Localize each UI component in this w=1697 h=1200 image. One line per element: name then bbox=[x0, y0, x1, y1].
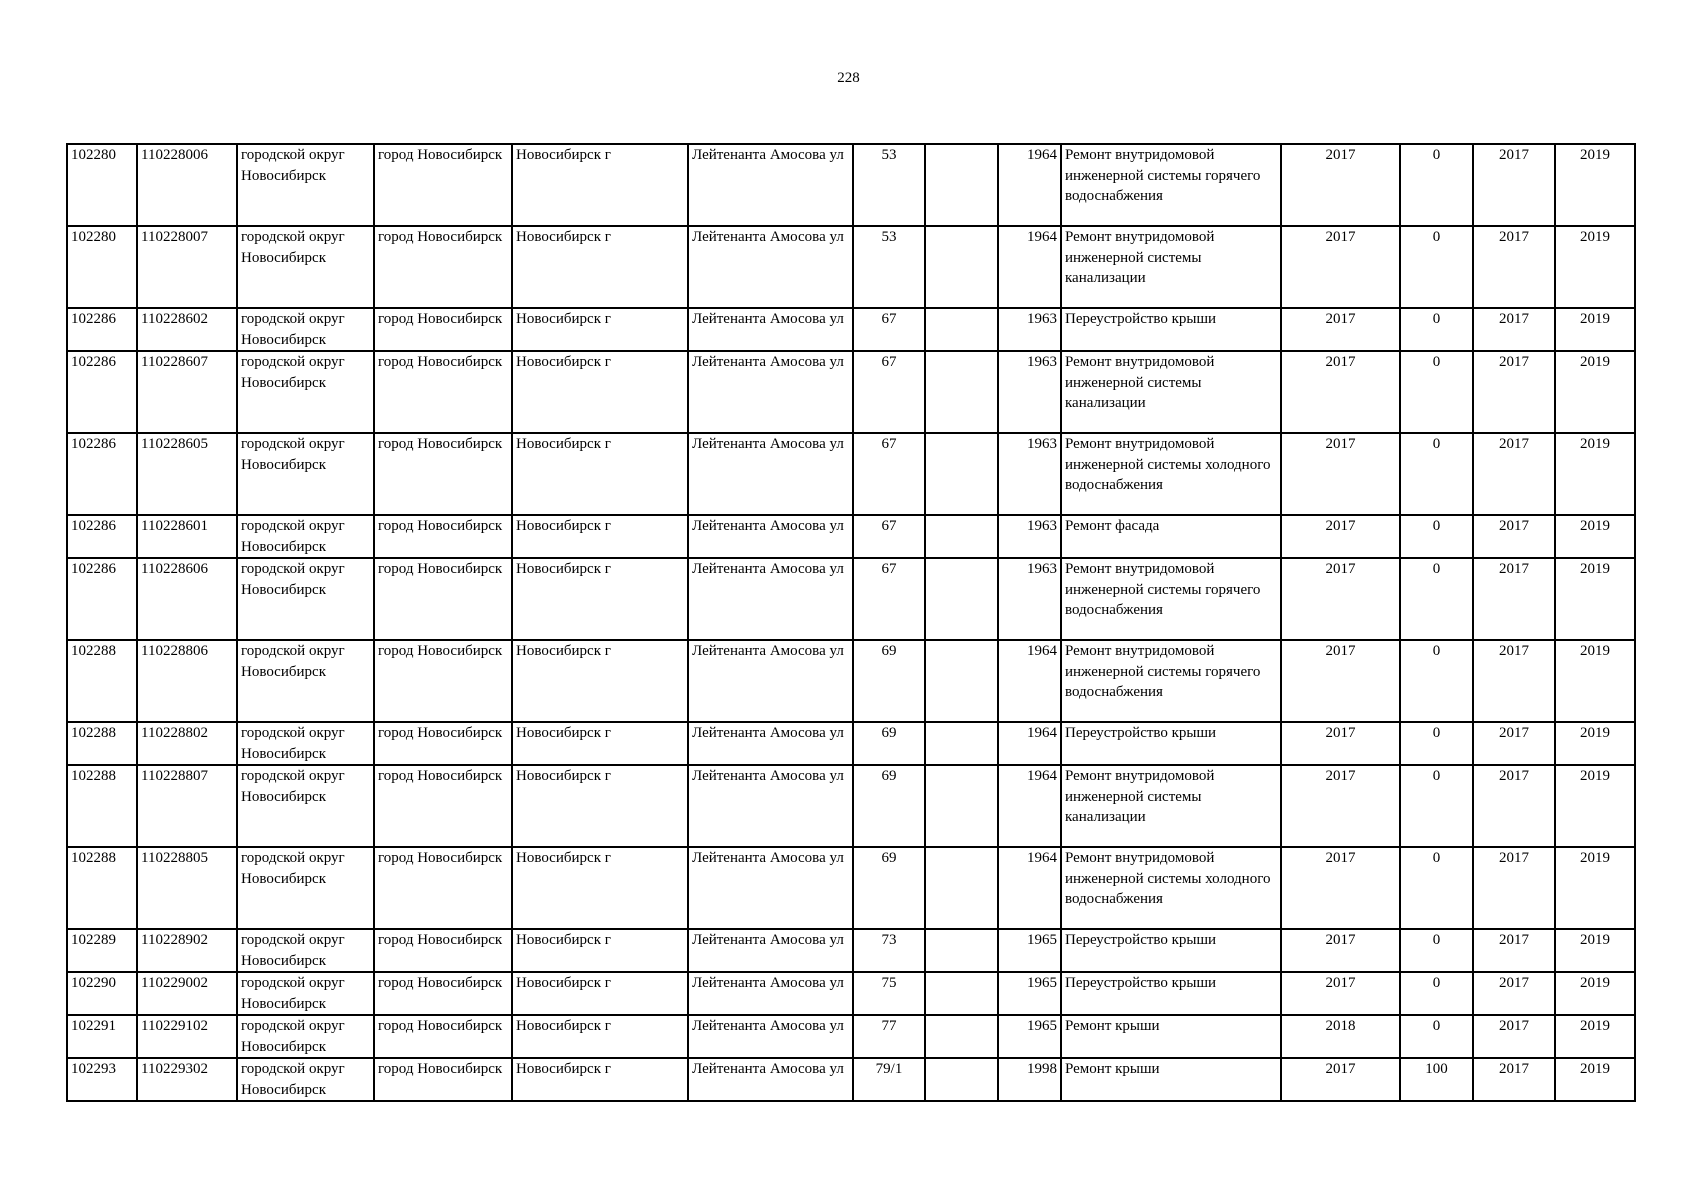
cell-extra bbox=[925, 847, 998, 929]
cell-id: 102286 bbox=[67, 308, 137, 351]
cell-year-plan: 2017 bbox=[1281, 722, 1400, 765]
cell-year-to: 2019 bbox=[1555, 226, 1635, 308]
cell-extra bbox=[925, 308, 998, 351]
table-row bbox=[67, 558, 1635, 640]
cell-district: городской округ Новосибирск bbox=[237, 308, 374, 351]
table-row bbox=[67, 144, 1635, 226]
cell-code: 110228006 bbox=[137, 144, 237, 226]
cell-municipality: город Новосибирск bbox=[374, 765, 512, 847]
cell-percent: 0 bbox=[1400, 847, 1473, 929]
table-row bbox=[67, 515, 1635, 558]
cell-work: Переустройство крыши bbox=[1061, 722, 1281, 765]
cell-year-from: 2017 bbox=[1473, 1058, 1555, 1101]
cell-year-built: 1965 bbox=[998, 1015, 1061, 1058]
cell-street: Лейтенанта Амосова ул bbox=[688, 847, 853, 929]
cell-percent: 0 bbox=[1400, 558, 1473, 640]
cell-work: Ремонт внутридомовой инженерной системы канализации bbox=[1061, 765, 1281, 847]
cell-year-to: 2019 bbox=[1555, 847, 1635, 929]
cell-year-from: 2017 bbox=[1473, 144, 1555, 226]
cell-id: 102286 bbox=[67, 515, 137, 558]
cell-year-from: 2017 bbox=[1473, 558, 1555, 640]
cell-street: Лейтенанта Амосова ул bbox=[688, 433, 853, 515]
cell-house: 67 bbox=[853, 433, 925, 515]
page-number: 228 bbox=[837, 70, 860, 86]
cell-percent: 0 bbox=[1400, 929, 1473, 972]
cell-id: 102288 bbox=[67, 765, 137, 847]
cell-year-from: 2017 bbox=[1473, 722, 1555, 765]
cell-code: 110228601 bbox=[137, 515, 237, 558]
cell-house: 75 bbox=[853, 972, 925, 1015]
cell-work: Ремонт внутридомовой инженерной системы канализации bbox=[1061, 351, 1281, 433]
table-row bbox=[67, 226, 1635, 308]
cell-district: городской округ Новосибирск bbox=[237, 515, 374, 558]
cell-municipality: город Новосибирск bbox=[374, 515, 512, 558]
cell-street: Лейтенанта Амосова ул bbox=[688, 1058, 853, 1101]
table-row bbox=[67, 847, 1635, 929]
cell-percent: 0 bbox=[1400, 972, 1473, 1015]
table-body bbox=[67, 144, 1635, 1101]
cell-year-plan: 2017 bbox=[1281, 308, 1400, 351]
cell-extra bbox=[925, 433, 998, 515]
cell-district: городской округ Новосибирск bbox=[237, 144, 374, 226]
cell-city: Новосибирск г bbox=[512, 226, 688, 308]
cell-extra bbox=[925, 929, 998, 972]
cell-year-to: 2019 bbox=[1555, 1015, 1635, 1058]
cell-street: Лейтенанта Амосова ул bbox=[688, 929, 853, 972]
cell-year-from: 2017 bbox=[1473, 765, 1555, 847]
cell-year-built: 1964 bbox=[998, 765, 1061, 847]
cell-district: городской округ Новосибирск bbox=[237, 847, 374, 929]
cell-year-from: 2017 bbox=[1473, 847, 1555, 929]
table-row bbox=[67, 351, 1635, 433]
cell-id: 102288 bbox=[67, 640, 137, 722]
cell-house: 67 bbox=[853, 515, 925, 558]
cell-street: Лейтенанта Амосова ул bbox=[688, 765, 853, 847]
cell-year-built: 1964 bbox=[998, 847, 1061, 929]
cell-year-plan: 2017 bbox=[1281, 226, 1400, 308]
table-row bbox=[67, 308, 1635, 351]
cell-city: Новосибирск г bbox=[512, 972, 688, 1015]
cell-year-built: 1964 bbox=[998, 640, 1061, 722]
cell-extra bbox=[925, 351, 998, 433]
cell-city: Новосибирск г bbox=[512, 433, 688, 515]
cell-id: 102286 bbox=[67, 433, 137, 515]
cell-work: Ремонт внутридомовой инженерной системы горячего водоснабжения bbox=[1061, 640, 1281, 722]
cell-district: городской округ Новосибирск bbox=[237, 558, 374, 640]
cell-year-built: 1963 bbox=[998, 558, 1061, 640]
cell-year-plan: 2017 bbox=[1281, 433, 1400, 515]
cell-city: Новосибирск г bbox=[512, 929, 688, 972]
cell-street: Лейтенанта Амосова ул bbox=[688, 515, 853, 558]
cell-city: Новосибирск г bbox=[512, 1058, 688, 1101]
cell-code: 110228605 bbox=[137, 433, 237, 515]
cell-work: Ремонт фасада bbox=[1061, 515, 1281, 558]
cell-year-to: 2019 bbox=[1555, 640, 1635, 722]
cell-code: 110228902 bbox=[137, 929, 237, 972]
cell-year-built: 1965 bbox=[998, 929, 1061, 972]
cell-year-from: 2017 bbox=[1473, 433, 1555, 515]
cell-year-built: 1964 bbox=[998, 226, 1061, 308]
cell-city: Новосибирск г bbox=[512, 722, 688, 765]
cell-house: 53 bbox=[853, 144, 925, 226]
cell-work: Ремонт внутридомовой инженерной системы канализации bbox=[1061, 226, 1281, 308]
cell-year-built: 1965 bbox=[998, 972, 1061, 1015]
cell-municipality: город Новосибирск bbox=[374, 226, 512, 308]
cell-district: городской округ Новосибирск bbox=[237, 929, 374, 972]
cell-id: 102290 bbox=[67, 972, 137, 1015]
cell-street: Лейтенанта Амосова ул bbox=[688, 226, 853, 308]
cell-house: 69 bbox=[853, 722, 925, 765]
cell-year-built: 1964 bbox=[998, 144, 1061, 226]
cell-code: 110228607 bbox=[137, 351, 237, 433]
cell-percent: 0 bbox=[1400, 722, 1473, 765]
cell-year-to: 2019 bbox=[1555, 515, 1635, 558]
cell-house: 67 bbox=[853, 308, 925, 351]
cell-percent: 100 bbox=[1400, 1058, 1473, 1101]
cell-municipality: город Новосибирск bbox=[374, 558, 512, 640]
table-row bbox=[67, 929, 1635, 972]
table-row bbox=[67, 765, 1635, 847]
cell-work: Ремонт крыши bbox=[1061, 1058, 1281, 1101]
cell-work: Переустройство крыши bbox=[1061, 308, 1281, 351]
cell-year-from: 2017 bbox=[1473, 226, 1555, 308]
table-row bbox=[67, 640, 1635, 722]
cell-municipality: город Новосибирск bbox=[374, 308, 512, 351]
cell-municipality: город Новосибирск bbox=[374, 929, 512, 972]
cell-municipality: город Новосибирск bbox=[374, 433, 512, 515]
table-row bbox=[67, 722, 1635, 765]
cell-year-from: 2017 bbox=[1473, 515, 1555, 558]
cell-year-to: 2019 bbox=[1555, 1058, 1635, 1101]
cell-city: Новосибирск г bbox=[512, 765, 688, 847]
table-row bbox=[67, 1015, 1635, 1058]
cell-year-to: 2019 bbox=[1555, 144, 1635, 226]
cell-id: 102286 bbox=[67, 351, 137, 433]
cell-district: городской округ Новосибирск bbox=[237, 722, 374, 765]
cell-municipality: город Новосибирск bbox=[374, 351, 512, 433]
cell-year-to: 2019 bbox=[1555, 433, 1635, 515]
cell-street: Лейтенанта Амосова ул bbox=[688, 1015, 853, 1058]
cell-year-plan: 2017 bbox=[1281, 640, 1400, 722]
cell-year-to: 2019 bbox=[1555, 722, 1635, 765]
cell-code: 110229302 bbox=[137, 1058, 237, 1101]
cell-id: 102289 bbox=[67, 929, 137, 972]
cell-code: 110228806 bbox=[137, 640, 237, 722]
cell-work: Ремонт крыши bbox=[1061, 1015, 1281, 1058]
cell-city: Новосибирск г bbox=[512, 351, 688, 433]
cell-street: Лейтенанта Амосова ул bbox=[688, 722, 853, 765]
cell-extra bbox=[925, 972, 998, 1015]
cell-year-from: 2017 bbox=[1473, 640, 1555, 722]
cell-city: Новосибирск г bbox=[512, 515, 688, 558]
cell-municipality: город Новосибирск bbox=[374, 1015, 512, 1058]
table-row bbox=[67, 1058, 1635, 1101]
cell-year-plan: 2017 bbox=[1281, 351, 1400, 433]
cell-street: Лейтенанта Амосова ул bbox=[688, 558, 853, 640]
cell-house: 53 bbox=[853, 226, 925, 308]
cell-year-to: 2019 bbox=[1555, 558, 1635, 640]
cell-year-to: 2019 bbox=[1555, 351, 1635, 433]
cell-city: Новосибирск г bbox=[512, 144, 688, 226]
cell-year-plan: 2017 bbox=[1281, 847, 1400, 929]
cell-district: городской округ Новосибирск bbox=[237, 972, 374, 1015]
cell-id: 102288 bbox=[67, 847, 137, 929]
cell-year-built: 1963 bbox=[998, 515, 1061, 558]
cell-year-from: 2017 bbox=[1473, 929, 1555, 972]
cell-year-plan: 2017 bbox=[1281, 144, 1400, 226]
cell-percent: 0 bbox=[1400, 308, 1473, 351]
cell-district: городской округ Новосибирск bbox=[237, 1058, 374, 1101]
cell-year-from: 2017 bbox=[1473, 351, 1555, 433]
cell-city: Новосибирск г bbox=[512, 847, 688, 929]
cell-year-from: 2017 bbox=[1473, 308, 1555, 351]
cell-id: 102280 bbox=[67, 226, 137, 308]
cell-city: Новосибирск г bbox=[512, 1015, 688, 1058]
cell-extra bbox=[925, 1015, 998, 1058]
cell-year-to: 2019 bbox=[1555, 972, 1635, 1015]
table-row bbox=[67, 972, 1635, 1015]
cell-house: 67 bbox=[853, 558, 925, 640]
cell-percent: 0 bbox=[1400, 640, 1473, 722]
cell-year-from: 2017 bbox=[1473, 1015, 1555, 1058]
cell-district: городской округ Новосибирск bbox=[237, 765, 374, 847]
cell-street: Лейтенанта Амосова ул bbox=[688, 972, 853, 1015]
cell-work: Ремонт внутридомовой инженерной системы горячего водоснабжения bbox=[1061, 144, 1281, 226]
cell-house: 77 bbox=[853, 1015, 925, 1058]
cell-extra bbox=[925, 1058, 998, 1101]
cell-year-plan: 2017 bbox=[1281, 1058, 1400, 1101]
cell-year-built: 1963 bbox=[998, 351, 1061, 433]
repair-registry-table bbox=[66, 143, 1636, 1102]
cell-municipality: город Новосибирск bbox=[374, 640, 512, 722]
cell-district: городской округ Новосибирск bbox=[237, 351, 374, 433]
cell-percent: 0 bbox=[1400, 765, 1473, 847]
cell-year-built: 1963 bbox=[998, 308, 1061, 351]
cell-year-plan: 2017 bbox=[1281, 515, 1400, 558]
cell-work: Ремонт внутридомовой инженерной системы горячего водоснабжения bbox=[1061, 558, 1281, 640]
cell-extra bbox=[925, 722, 998, 765]
cell-house: 73 bbox=[853, 929, 925, 972]
cell-extra bbox=[925, 515, 998, 558]
cell-percent: 0 bbox=[1400, 433, 1473, 515]
cell-house: 69 bbox=[853, 640, 925, 722]
cell-street: Лейтенанта Амосова ул bbox=[688, 640, 853, 722]
cell-code: 110228802 bbox=[137, 722, 237, 765]
cell-id: 102280 bbox=[67, 144, 137, 226]
cell-percent: 0 bbox=[1400, 226, 1473, 308]
cell-id: 102286 bbox=[67, 558, 137, 640]
cell-year-plan: 2018 bbox=[1281, 1015, 1400, 1058]
cell-year-plan: 2017 bbox=[1281, 558, 1400, 640]
cell-code: 110229102 bbox=[137, 1015, 237, 1058]
cell-id: 102293 bbox=[67, 1058, 137, 1101]
cell-id: 102288 bbox=[67, 722, 137, 765]
cell-year-built: 1964 bbox=[998, 722, 1061, 765]
cell-year-from: 2017 bbox=[1473, 972, 1555, 1015]
cell-percent: 0 bbox=[1400, 144, 1473, 226]
cell-city: Новосибирск г bbox=[512, 640, 688, 722]
cell-district: городской округ Новосибирск bbox=[237, 226, 374, 308]
cell-house: 69 bbox=[853, 765, 925, 847]
cell-id: 102291 bbox=[67, 1015, 137, 1058]
cell-year-to: 2019 bbox=[1555, 929, 1635, 972]
cell-code: 110228602 bbox=[137, 308, 237, 351]
cell-percent: 0 bbox=[1400, 351, 1473, 433]
cell-street: Лейтенанта Амосова ул bbox=[688, 308, 853, 351]
cell-work: Ремонт внутридомовой инженерной системы холодного водоснабжения bbox=[1061, 433, 1281, 515]
cell-work: Переустройство крыши bbox=[1061, 929, 1281, 972]
cell-percent: 0 bbox=[1400, 515, 1473, 558]
cell-year-built: 1998 bbox=[998, 1058, 1061, 1101]
cell-municipality: город Новосибирск bbox=[374, 847, 512, 929]
cell-municipality: город Новосибирск bbox=[374, 144, 512, 226]
cell-year-plan: 2017 bbox=[1281, 929, 1400, 972]
cell-code: 110229002 bbox=[137, 972, 237, 1015]
cell-house: 67 bbox=[853, 351, 925, 433]
cell-house: 69 bbox=[853, 847, 925, 929]
cell-municipality: город Новосибирск bbox=[374, 1058, 512, 1101]
cell-extra bbox=[925, 144, 998, 226]
cell-city: Новосибирск г bbox=[512, 558, 688, 640]
cell-district: городской округ Новосибирск bbox=[237, 1015, 374, 1058]
cell-municipality: город Новосибирск bbox=[374, 972, 512, 1015]
cell-municipality: город Новосибирск bbox=[374, 722, 512, 765]
cell-street: Лейтенанта Амосова ул bbox=[688, 351, 853, 433]
cell-extra bbox=[925, 558, 998, 640]
cell-year-plan: 2017 bbox=[1281, 972, 1400, 1015]
cell-code: 110228807 bbox=[137, 765, 237, 847]
cell-district: городской округ Новосибирск bbox=[237, 433, 374, 515]
cell-percent: 0 bbox=[1400, 1015, 1473, 1058]
cell-code: 110228805 bbox=[137, 847, 237, 929]
cell-district: городской округ Новосибирск bbox=[237, 640, 374, 722]
cell-house: 79/1 bbox=[853, 1058, 925, 1101]
cell-extra bbox=[925, 640, 998, 722]
cell-year-built: 1963 bbox=[998, 433, 1061, 515]
cell-code: 110228007 bbox=[137, 226, 237, 308]
cell-work: Переустройство крыши bbox=[1061, 972, 1281, 1015]
cell-extra bbox=[925, 226, 998, 308]
cell-work: Ремонт внутридомовой инженерной системы холодного водоснабжения bbox=[1061, 847, 1281, 929]
cell-year-to: 2019 bbox=[1555, 308, 1635, 351]
table-row bbox=[67, 433, 1635, 515]
cell-city: Новосибирск г bbox=[512, 308, 688, 351]
cell-year-plan: 2017 bbox=[1281, 765, 1400, 847]
cell-year-to: 2019 bbox=[1555, 765, 1635, 847]
cell-code: 110228606 bbox=[137, 558, 237, 640]
cell-extra bbox=[925, 765, 998, 847]
cell-street: Лейтенанта Амосова ул bbox=[688, 144, 853, 226]
